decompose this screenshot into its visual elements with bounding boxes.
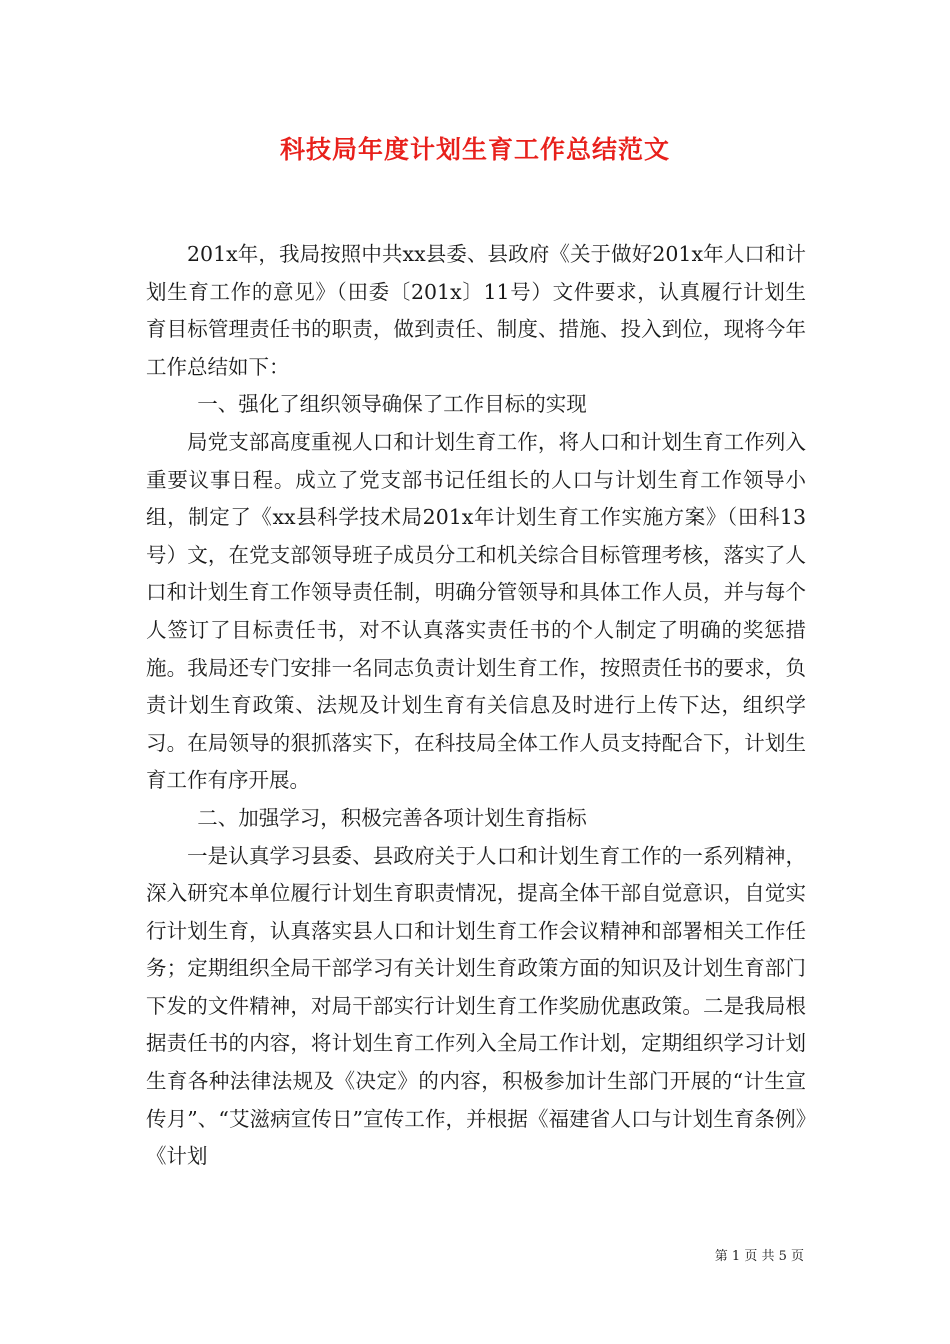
section-1-paragraph: 局党支部高度重视人口和计划生育工作，将人口和计划生育工作列入重要议事日程。成立了党支部书记任组长的人口与计划生育工作领导小组，制定了《xx县科学技术局201x年计划生育工作实施方案》（田科13号）文，在党支部领导班子成员分工和机关综合目标管理考核，落实了人口和计划生育工作领导责任制，明确分管领导和具体工作人员，并与每个人签订了目标责任书，对不认真落实责任书的个人制定了明确的奖惩措施。我局还专门安排一名同志负责计划生育工作，按照责任书的要求，负责计划生育政策、法规及计划生育有关信息及时进行上传下达，组织学习。在局领导的狠抓落实下，在科技局全体工作人员支持配合下，计划生育工作有序开展。 xyxy=(146,429,806,793)
section-heading-1: 一、强化了组织领导确保了工作目标的实现 xyxy=(197,392,587,417)
section-heading-2: 二、加强学习，积极完善各项计划生育指标 xyxy=(197,805,587,830)
intro-paragraph: 201x年，我局按照中共xx县委、县政府《关于做好201x年人口和计划生育工作的意见》（田委〔201x〕11号）文件要求，认真履行计划生育目标管理责任书的职责，做到责任、制度、措施、投入到位，现将今年工作总结如下： xyxy=(146,242,806,379)
document-body xyxy=(146,236,806,1176)
page-number-footer: 第 1 页 共 5 页 xyxy=(714,1249,804,1264)
section-2-paragraph: 一是认真学习县委、县政府关于人口和计划生育工作的一系列精神，深入研究本单位履行计划生育职责情况，提高全体干部自觉意识，自觉实行计划生育，认真落实县人口和计划生育工作会议精神和部署相关工作任务；定期组织全局干部学习有关计划生育政策方面的知识及计划生育部门下发的文件精神，对局干部实行计划生育工作奖励优惠政策。二是我局根据责任书的内容，将计划生育工作列入全局工作计划，定期组织学习计划生育各种法律法规及《决定》的内容，积极参加计生部门开展的“计生宣传月”、“艾滋病宣传日”宣传工作，并根据《福建省人口与计划生育条例》《计划 xyxy=(146,843,806,1169)
document-title: 科技局年度计划生育工作总结范文 xyxy=(279,135,670,164)
